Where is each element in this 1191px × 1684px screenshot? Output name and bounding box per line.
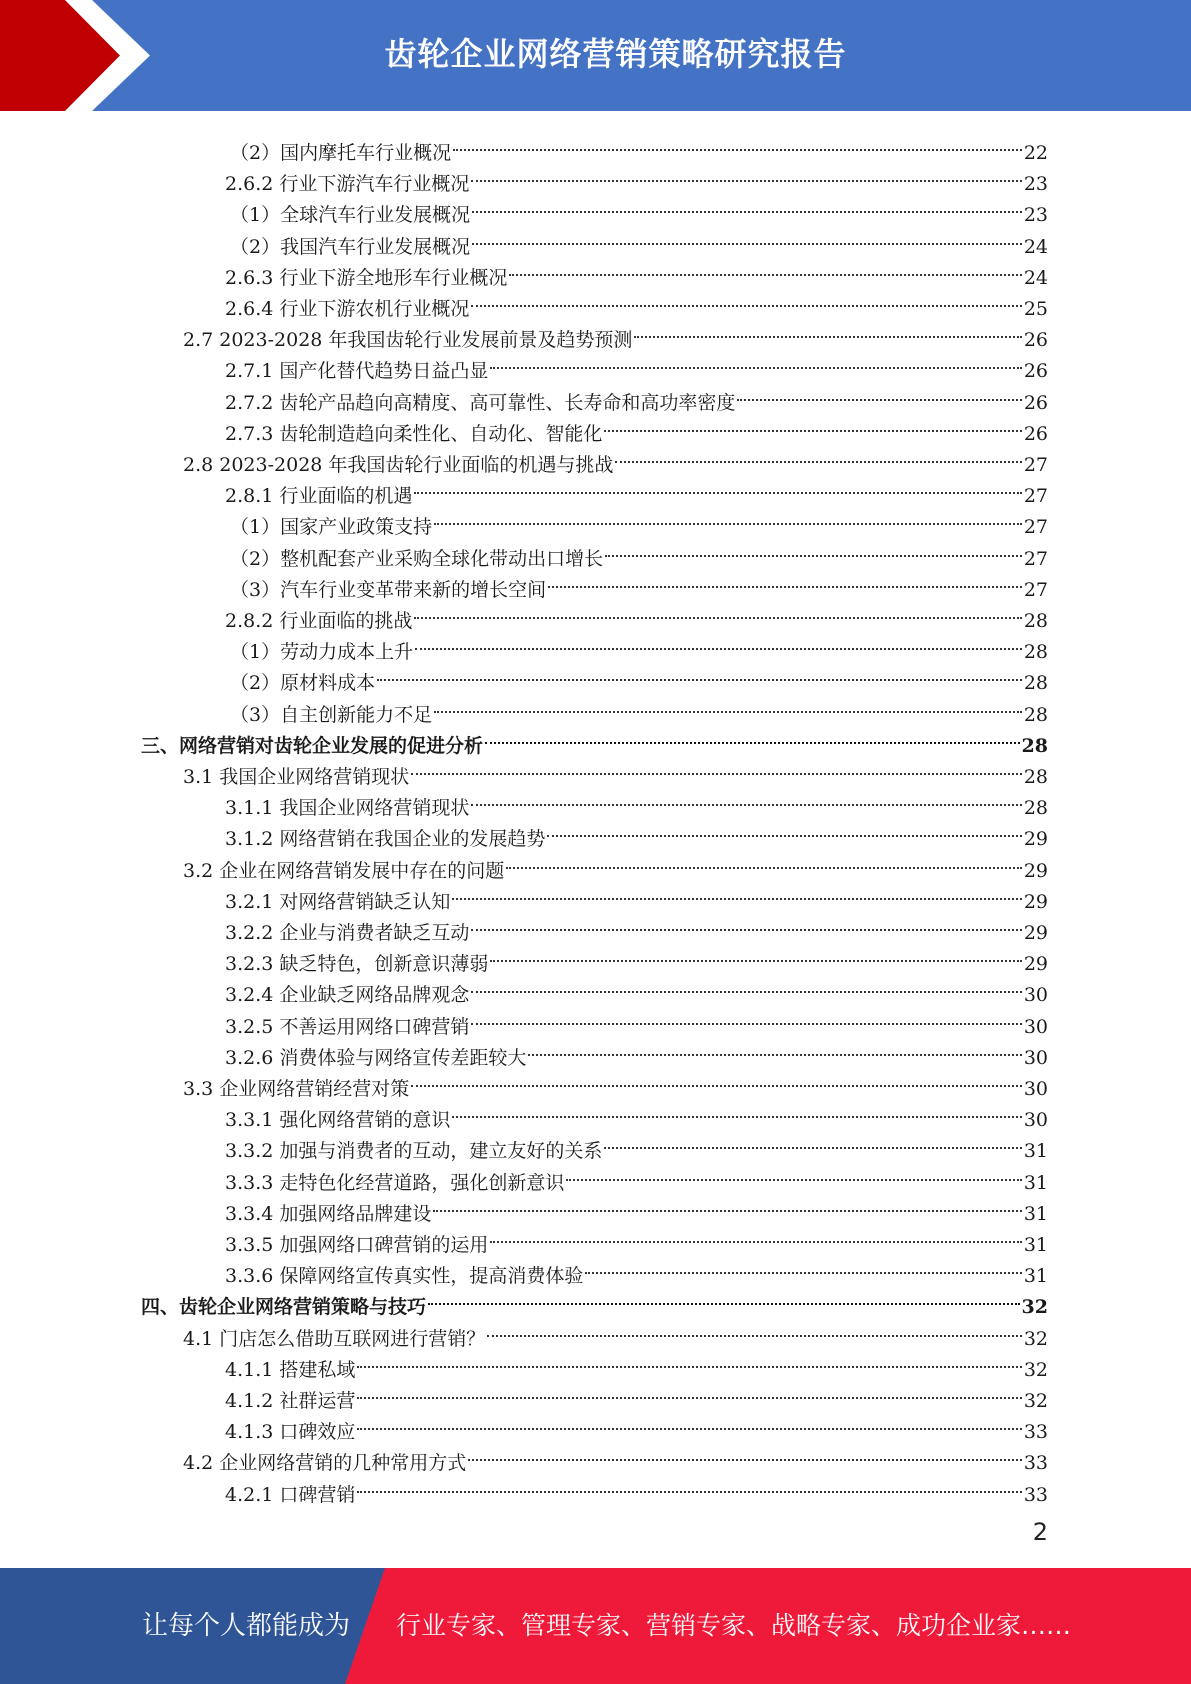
toc-entry[interactable]: [225, 783, 1048, 820]
toc-entry-page: 33: [1023, 1483, 1048, 1506]
toc-entry[interactable]: [225, 908, 1048, 944]
toc-dot-leader: [411, 1064, 1022, 1095]
toc-entry-page: 29: [1023, 828, 1048, 851]
toc-entry-title: 3.3 企业网络营销经营对策: [183, 1078, 410, 1100]
toc-entry[interactable]: [225, 253, 1048, 289]
toc-entry[interactable]: [230, 565, 1048, 601]
toc-entry-title: 2.8.1 行业面临的机遇: [225, 485, 413, 508]
toc-dot-leader: [615, 440, 1021, 471]
toc-entry-title: （2）整机配套产业采购全球化带动出口增长: [230, 547, 604, 570]
toc-entry-page: 28: [1023, 610, 1048, 632]
toc-entry-page: 29: [1023, 922, 1048, 944]
toc-entry-page: 31: [1023, 1202, 1048, 1225]
footer-slogan-lead: 让每个人都能成为: [142, 1611, 351, 1641]
toc-entry-title: 2.7.3 齿轮制造趋向柔性化、自动化、智能化: [225, 422, 603, 445]
toc-dot-leader: [490, 939, 1021, 970]
toc-dot-leader: [487, 1314, 1022, 1345]
toc-dot-leader: [452, 1095, 1021, 1126]
toc-entry[interactable]: [230, 627, 1048, 664]
toc-dot-leader: [434, 690, 1022, 721]
toc-entry-title: 2.7.1 国产化替代趋势日益凸显: [225, 360, 489, 383]
page-footer: [0, 1568, 1191, 1684]
toc-entry-title: 4.1 门店怎么借助互联网进行营销？: [183, 1327, 486, 1350]
toc-dot-leader: [453, 128, 1022, 159]
toc-dot-leader: [471, 908, 1021, 939]
toc-dot-leader: [471, 783, 1021, 814]
toc-entry-title: 2.8 2023-2028 年我国齿轮行业面临的机遇与挑战: [183, 454, 614, 476]
toc-entry-title: 4.1.3 口碑效应: [225, 1421, 356, 1444]
toc-entry-page: 25: [1023, 298, 1048, 320]
toc-entry-title: 三、网络营销对齿轮企业发展的促进分析: [141, 734, 484, 757]
toc-dot-leader: [471, 159, 1021, 190]
toc-entry[interactable]: [225, 877, 1048, 913]
toc-entry-title: 2.7.2 齿轮产品趋向高精度、高可靠性、长寿命和高功率密度: [225, 391, 736, 414]
toc-entry[interactable]: [230, 222, 1048, 258]
toc-entry[interactable]: [183, 846, 1048, 882]
toc-entry-title: （1）全球汽车行业发展概况: [230, 204, 471, 227]
toc-dot-leader: [434, 502, 1022, 533]
toc-entry-page: 31: [1023, 1234, 1048, 1256]
toc-entry[interactable]: [225, 409, 1048, 445]
toc-entry-page: 29: [1023, 953, 1048, 976]
toc-dot-leader: [547, 814, 1021, 845]
toc-entry-title: 3.2.4 企业缺乏网络品牌观念: [225, 984, 470, 1007]
toc-entry[interactable]: [225, 1470, 1048, 1506]
toc-dot-leader: [428, 1282, 1020, 1313]
toc-dot-leader: [471, 970, 1021, 1001]
toc-entry-title: 2.6.3 行业下游全地形车行业概况: [225, 266, 508, 289]
toc-dot-leader: [509, 253, 1021, 284]
toc-entry-title: 3.1.2 网络营销在我国企业的发展趋势: [225, 828, 546, 851]
toc-entry-title: 3.1 我国企业网络营销现状: [183, 766, 410, 788]
toc-dot-leader: [357, 1345, 1021, 1376]
toc-dot-leader: [485, 721, 1020, 752]
toc-dot-leader: [506, 846, 1022, 877]
toc-entry-page: 32: [1023, 1358, 1048, 1381]
toc-entry-title: 2.6.4 行业下游农机行业概况: [225, 298, 470, 320]
toc-entry[interactable]: [225, 1126, 1048, 1163]
toc-entry[interactable]: [225, 471, 1048, 508]
toc-dot-leader: [585, 1251, 1021, 1282]
toc-entry[interactable]: [183, 315, 1048, 352]
toc-dot-leader: [377, 658, 1022, 689]
toc-entry-page: 23: [1023, 173, 1048, 196]
toc-entry-page: 28: [1023, 672, 1048, 695]
toc-dot-leader: [411, 752, 1022, 783]
toc-entry-page: 28: [1023, 703, 1048, 726]
toc-entry-page: 32: [1023, 1390, 1048, 1412]
toc-entry[interactable]: [230, 690, 1048, 726]
toc-entry[interactable]: [183, 1314, 1048, 1350]
toc-entry[interactable]: [183, 1438, 1048, 1475]
toc-entry[interactable]: [225, 970, 1048, 1007]
toc-dot-leader: [548, 565, 1022, 596]
toc-entry-page: 33: [1023, 1452, 1048, 1475]
toc-entry[interactable]: [225, 814, 1048, 851]
toc-entry-title: （3）汽车行业变革带来新的增长空间: [230, 578, 547, 601]
toc-dot-leader: [414, 471, 1021, 502]
toc-entry-title: 3.3.5 加强网络口碑营销的运用: [225, 1234, 489, 1256]
toc-dot-leader: [357, 1470, 1021, 1501]
toc-entry-title: 3.3.3 走特色化经营道路，强化创新意识: [225, 1171, 565, 1194]
toc-entry-page: 24: [1023, 266, 1048, 289]
toc-entry-page: 31: [1023, 1265, 1048, 1288]
toc-entry-title: 3.2.3 缺乏特色，创新意识薄弱: [225, 953, 489, 976]
toc-entry-page: 23: [1023, 204, 1048, 227]
toc-entry-page: 28: [1021, 734, 1048, 757]
toc-entry[interactable]: [141, 721, 1048, 757]
toc-dot-leader: [415, 627, 1022, 658]
toc-dot-leader: [452, 877, 1021, 908]
toc-entry-page: 28: [1023, 797, 1048, 820]
header-chevron-decoration: [0, 0, 160, 111]
toc-entry[interactable]: [230, 190, 1048, 227]
toc-entry-title: 2.8.2 行业面临的挑战: [225, 610, 413, 632]
toc-entry-title: （3）自主创新能力不足: [230, 703, 433, 726]
toc-entry-title: 3.1.1 我国企业网络营销现状: [225, 797, 470, 820]
toc-entry-page: 26: [1023, 329, 1048, 352]
toc-entry-page: 32: [1023, 1327, 1048, 1350]
toc-entry[interactable]: [225, 596, 1048, 632]
toc-entry-title: 3.2.6 消费体验与网络宣传差距较大: [225, 1046, 527, 1069]
toc-dot-leader: [471, 1002, 1021, 1033]
toc-entry[interactable]: [230, 658, 1048, 695]
toc-entry-title: 4.2 企业网络营销的几种常用方式: [183, 1452, 467, 1475]
toc-entry[interactable]: [225, 1189, 1048, 1225]
toc-entry[interactable]: [183, 1064, 1048, 1100]
toc-entry-title: 3.2.5 不善运用网络口碑营销: [225, 1015, 470, 1038]
toc-entry-page: 30: [1023, 1015, 1048, 1038]
toc-entry-title: 3.3.1 强化网络营销的意识: [225, 1109, 451, 1132]
toc-entry-title: 3.3.6 保障网络宣传真实性，提高消费体验: [225, 1265, 584, 1288]
toc-dot-leader: [634, 315, 1021, 346]
toc-dot-leader: [737, 378, 1021, 409]
toc-entry-title: （1）国家产业政策支持: [230, 516, 433, 539]
toc-entry-page: 24: [1023, 235, 1048, 258]
footer-slogan-roles: 行业专家、管理专家、营销专家、战略专家、成功企业家……: [396, 1611, 1072, 1640]
toc-dot-leader: [566, 1158, 1021, 1189]
toc-entry[interactable]: [225, 1033, 1048, 1069]
toc-entry-title: 3.2.1 对网络营销缺乏认知: [225, 890, 451, 913]
toc-dot-leader: [604, 409, 1021, 440]
toc-entry-title: （1）劳动力成本上升: [230, 641, 414, 664]
toc-entry-title: 2.7 2023-2028 年我国齿轮行业发展前景及趋势预测: [183, 329, 633, 352]
toc-entry-page: 33: [1023, 1421, 1048, 1444]
toc-entry-page: 29: [1023, 859, 1048, 882]
toc-entry-page: 30: [1023, 1078, 1048, 1100]
toc-dot-leader: [472, 222, 1022, 253]
toc-entry[interactable]: [225, 1220, 1048, 1256]
toc-entry-page: 28: [1023, 641, 1048, 664]
toc-dot-leader: [604, 1126, 1021, 1157]
toc-entry-page: 30: [1023, 984, 1048, 1007]
toc-entry[interactable]: [225, 346, 1048, 383]
toc-entry-title: 3.2 企业在网络营销发展中存在的问题: [183, 859, 505, 882]
toc-entry-title: （2）我国汽车行业发展概况: [230, 235, 471, 258]
toc-entry-title: 3.3.2 加强与消费者的互动，建立友好的关系: [225, 1140, 603, 1163]
toc-entry[interactable]: [225, 1407, 1048, 1444]
toc-entry[interactable]: [141, 1282, 1048, 1319]
toc-entry-title: 4.1.2 社群运营: [225, 1390, 356, 1412]
toc-entry-page: 31: [1023, 1140, 1048, 1163]
toc-entry[interactable]: [225, 159, 1048, 196]
toc-entry-title: 四、齿轮企业网络营销策略与技巧: [141, 1296, 427, 1319]
toc-entry-title: 4.2.1 口碑营销: [225, 1483, 356, 1506]
toc-entry-page: 27: [1023, 547, 1048, 570]
toc-entry[interactable]: [225, 1158, 1048, 1194]
toc-entry[interactable]: [225, 1376, 1048, 1412]
toc-dot-leader: [357, 1407, 1021, 1438]
toc-entry-title: （2）国内摩托车行业概况: [230, 142, 452, 164]
toc-entry-title: （2）原材料成本: [230, 672, 376, 695]
toc-entry-title: 2.6.2 行业下游汽车行业概况: [225, 173, 470, 196]
toc-entry-page: 27: [1023, 516, 1048, 539]
toc-entry-page: 30: [1023, 1109, 1048, 1132]
toc-entry[interactable]: [230, 128, 1048, 164]
toc-entry[interactable]: [230, 502, 1048, 539]
toc-entry-page: 27: [1023, 578, 1048, 601]
toc-dot-leader: [605, 534, 1022, 565]
toc-dot-leader: [471, 284, 1021, 315]
toc-dot-leader: [433, 1189, 1021, 1220]
page-number: 2: [1032, 1518, 1048, 1546]
toc-entry-page: 27: [1023, 454, 1048, 476]
toc-entry-page: 31: [1023, 1171, 1048, 1194]
toc-dot-leader: [468, 1438, 1022, 1469]
page-header: [0, 0, 1191, 111]
toc-entry-title: 4.1.1 搭建私域: [225, 1358, 356, 1381]
toc-entry-page: 28: [1023, 766, 1048, 788]
report-title: 齿轮企业网络营销策略研究报告: [384, 35, 847, 73]
toc-entry[interactable]: [225, 1251, 1048, 1288]
toc-entry-page: 30: [1023, 1046, 1048, 1069]
toc-entry[interactable]: [225, 939, 1048, 976]
toc-dot-leader: [490, 346, 1021, 377]
toc-entry-page: 32: [1021, 1296, 1048, 1319]
toc-entry-page: 26: [1023, 391, 1048, 414]
toc-entry[interactable]: [225, 378, 1048, 414]
toc-entry[interactable]: [225, 1345, 1048, 1381]
toc-dot-leader: [472, 190, 1022, 221]
toc-entry[interactable]: [225, 284, 1048, 320]
toc-dot-leader: [490, 1220, 1021, 1251]
toc-entry-page: 22: [1023, 142, 1048, 164]
toc-dot-leader: [357, 1376, 1021, 1407]
toc-entry-title: 3.3.4 加强网络品牌建设: [225, 1202, 432, 1225]
toc-entry[interactable]: [225, 1095, 1048, 1132]
toc-entry-title: 3.2.2 企业与消费者缺乏互动: [225, 922, 470, 944]
toc-entry[interactable]: [225, 1002, 1048, 1038]
toc-dot-leader: [414, 596, 1021, 627]
toc-entry-page: 26: [1023, 360, 1048, 383]
toc-entry-page: 27: [1023, 485, 1048, 508]
toc-entry-page: 26: [1023, 422, 1048, 445]
toc-dot-leader: [528, 1033, 1021, 1064]
toc-entry[interactable]: [230, 534, 1048, 570]
toc-entry[interactable]: [183, 440, 1048, 476]
toc-entry-page: 29: [1023, 890, 1048, 913]
toc-entry[interactable]: [183, 752, 1048, 788]
